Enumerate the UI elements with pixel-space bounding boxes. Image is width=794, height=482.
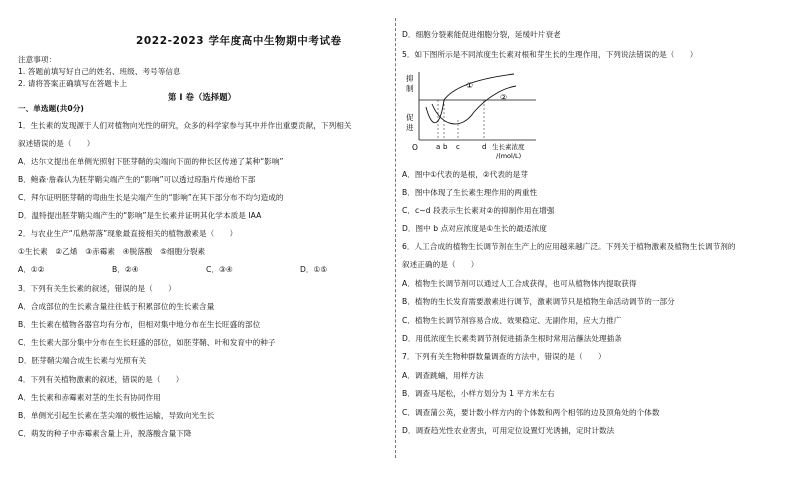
graph-xtick-b: b [443, 143, 448, 151]
question-3: 3．下列有关生长素的叙述，错误的是（ ） [18, 284, 176, 293]
part-heading: 第 I 卷（选择题） [168, 92, 237, 102]
question-7-option-b: B．调查马尾松，小样方划分为 1 平方米左右 [402, 389, 555, 398]
graph-xlabel-2: /(mol/L) [496, 152, 522, 160]
question-1-option-a: A．达尔文提出在单侧光照射下胚芽鞘的尖端向下面的伸长区传递了某种“影响” [18, 157, 284, 166]
question-4-option-a: A．生长素和赤霉素对茎的生长有协同作用 [18, 393, 161, 402]
graph-curve-2-label: ② [500, 93, 508, 102]
question-3-option-d: D．胚芽鞘尖端合成生长素与光照有关 [18, 356, 147, 365]
question-2-option-c: C．③④ [206, 265, 233, 274]
graph-curve-1-label: ① [466, 81, 474, 90]
note-2: 2. 请将答案正确填写在答题卡上 [18, 79, 128, 88]
question-2-items: ①生长素 ②乙烯 ③赤霉素 ④脱落酸 ⑤细胞分裂素 [18, 247, 206, 256]
question-7-option-c: C．调查蒲公英，要计数小样方内的个体数和两个相邻的边及顶角处的个体数 [402, 408, 660, 417]
question-1-option-b: B．鲍森·詹森认为胚芽鞘尖端产生的“影响”可以透过琼脂片传递给下部 [18, 175, 256, 184]
graph-xtick-c: c [456, 143, 460, 151]
graph-ylabel-promote-1: 促 [406, 113, 414, 122]
question-1-line-2: 叙述错误的是（ ） [18, 139, 95, 148]
graph-origin: O [412, 143, 418, 152]
graph-ylabel-promote-2: 进 [406, 123, 414, 132]
question-1-line-1: 1．生长素的发现源于人们对植物向光性的研究，众多的科学家参与其中并作出重要贡献，下列相关 [18, 121, 352, 130]
question-6-option-b: B．植物的生长发育需要激素进行调节，激素调节只是植物生命活动调节的一部分 [402, 297, 675, 306]
question-7-option-a: A．调查跳蝻，用样方法 [402, 371, 484, 380]
question-4-option-d: D．细胞分裂素能促进细胞分裂，延缓叶片衰老 [402, 30, 561, 39]
question-6-line-1: 6．人工合成的植物生长调节剂在生产上的应用越来越广泛。下列关于植物激素及植物生长调节剂的 [402, 242, 736, 251]
question-5-option-c: C．c~d 段表示生长素对②的抑制作用在增强 [402, 206, 555, 215]
graph-curve-2 [432, 86, 516, 124]
question-4: 4．下列有关植物激素的叙述，错误的是（ ） [18, 375, 184, 384]
question-7-option-d: D．调查趋光性农业害虫，可用定位设置灯光诱捕，定时计数法 [402, 426, 615, 435]
question-4-option-c: C．萌发的种子中赤霉素含量上升，脱落酸含量下降 [18, 429, 192, 438]
question-5-option-b: B．图中体现了生长素生理作用的两重性 [402, 188, 538, 197]
note-1: 1. 答题前填写好自己的姓名、班级、考号等信息 [18, 67, 181, 76]
section-heading: 一、单选题(共0分) [18, 104, 84, 113]
exam-title: 2022-2023 学年度高中生物期中考试卷 [136, 35, 342, 47]
question-3-option-c: C．生长素大部分集中分布在生长旺盛的部位，如胚芽鞘、叶和发育中的种子 [18, 338, 276, 347]
question-2: 2．与农业生产“瓜熟蒂落”现象最直接相关的植物激素是（ ） [18, 229, 238, 238]
question-5: 5．如下图所示是不同浓度生长素对根和芽生长的生理作用，下列说法错误的是（ ） [402, 50, 698, 59]
growth-response-graph [404, 70, 544, 162]
graph-xtick-d: d [482, 143, 487, 151]
column-divider [395, 18, 396, 458]
question-2-option-d: D．①⑤ [300, 265, 328, 274]
question-3-option-b: B．生长素在植物各器官均有分布，但相对集中地分布在生长旺盛的部位 [18, 320, 261, 329]
question-5-option-d: D．图中 b 点对应浓度是①生长的最适浓度 [402, 224, 547, 233]
question-2-option-a: A．①② [18, 265, 45, 274]
graph-xlabel-1: 生长素浓度 [492, 143, 525, 151]
graph-xtick-a: a [436, 143, 441, 151]
question-6-line-2: 叙述正确的是（ ） [402, 260, 479, 269]
question-1-option-d: D．温特提出胚芽鞘尖端产生的“影响”是生长素并证明其化学本质是 IAA [18, 211, 262, 220]
question-1-option-c: C．拜尔证明胚芽鞘的弯曲生长是尖端产生的“影响”在其下部分布不均匀造成的 [18, 193, 284, 202]
question-3-option-a: A．合成部位的生长素含量往往低于积累部位的生长素含量 [18, 302, 215, 311]
question-6-option-a: A．植物生长调节剂可以通过人工合成获得，也可从植物体内提取获得 [402, 279, 637, 288]
graph-ylabel-inhibit-2: 制 [406, 84, 414, 93]
question-7: 7．下列有关生物种群数量调查的方法中，错误的是（ ） [402, 352, 606, 361]
question-6-option-c: C．植物生长调节剂容易合成、效果稳定、无副作用，应大力推广 [402, 316, 622, 325]
question-2-option-b: B．②④ [112, 265, 139, 274]
notes-heading: 注意事项： [18, 55, 57, 64]
graph-ylabel-inhibit-1: 抑 [406, 74, 414, 83]
question-6-option-d: D．用低浓度生长素类调节剂促进插条生根时常用沾蘸法处理插条 [402, 334, 622, 343]
question-4-option-b: B．单侧光引起生长素在茎尖端的极性运输，导致向光生长 [18, 411, 215, 420]
question-5-option-a: A．图中①代表的是根，②代表的是芽 [402, 170, 528, 179]
